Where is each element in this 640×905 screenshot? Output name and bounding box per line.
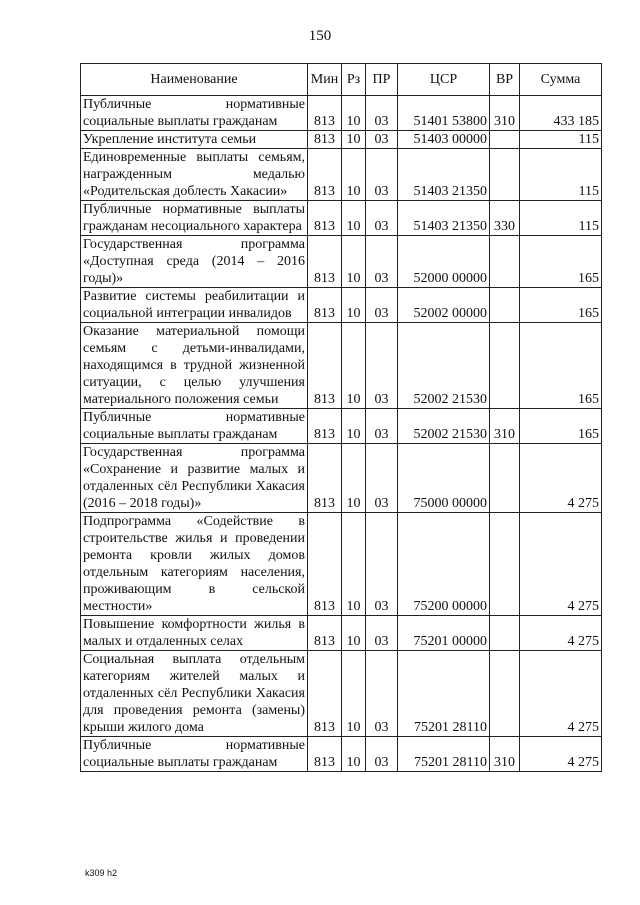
cell-csr: 75201 28110 bbox=[398, 737, 490, 772]
cell-vr bbox=[490, 444, 520, 513]
cell-sum: 165 bbox=[520, 409, 602, 444]
table-row bbox=[81, 409, 602, 444]
cell-min: 813 bbox=[308, 236, 342, 288]
cell-pr: 03 bbox=[366, 201, 398, 236]
cell-min: 813 bbox=[308, 616, 342, 651]
cell-pr: 03 bbox=[366, 236, 398, 288]
cell-pr: 03 bbox=[366, 444, 398, 513]
cell-csr: 52000 00000 bbox=[398, 236, 490, 288]
cell-csr: 52002 21530 bbox=[398, 323, 490, 409]
cell-rz: 10 bbox=[342, 616, 366, 651]
table-header-row bbox=[81, 64, 602, 96]
table-row bbox=[81, 236, 602, 288]
cell-pr: 03 bbox=[366, 513, 398, 616]
cell-rz: 10 bbox=[342, 288, 366, 323]
cell-min: 813 bbox=[308, 96, 342, 131]
cell-min: 813 bbox=[308, 323, 342, 409]
cell-csr: 51403 21350 bbox=[398, 201, 490, 236]
cell-rz: 10 bbox=[342, 236, 366, 288]
cell-name: Повышение комфортности жилья в малых и отдаленных селах bbox=[81, 616, 308, 651]
cell-name: Укрепление института семьи bbox=[81, 131, 308, 149]
table-row bbox=[81, 651, 602, 737]
cell-rz: 10 bbox=[342, 737, 366, 772]
cell-vr bbox=[490, 131, 520, 149]
page-number: 150 bbox=[308, 28, 332, 44]
cell-pr: 03 bbox=[366, 737, 398, 772]
cell-vr bbox=[490, 236, 520, 288]
cell-csr: 75201 28110 bbox=[398, 651, 490, 737]
cell-vr: 310 bbox=[490, 409, 520, 444]
cell-pr: 03 bbox=[366, 288, 398, 323]
cell-csr: 75000 00000 bbox=[398, 444, 490, 513]
cell-csr: 52002 21530 bbox=[398, 409, 490, 444]
cell-min: 813 bbox=[308, 444, 342, 513]
cell-csr: 51401 53800 bbox=[398, 96, 490, 131]
cell-sum: 433 185 bbox=[520, 96, 602, 131]
cell-sum: 4 275 bbox=[520, 616, 602, 651]
column-header-vr: ВР bbox=[490, 64, 520, 96]
table-row bbox=[81, 131, 602, 149]
cell-pr: 03 bbox=[366, 131, 398, 149]
cell-min: 813 bbox=[308, 737, 342, 772]
cell-min: 813 bbox=[308, 288, 342, 323]
cell-vr bbox=[490, 513, 520, 616]
cell-sum: 4 275 bbox=[520, 444, 602, 513]
table-row bbox=[81, 323, 602, 409]
cell-sum: 4 275 bbox=[520, 513, 602, 616]
cell-name: Социальная выплата отдельным категориям жителей малых и отдаленных сёл Республики Хакасия для проведения ремонта (замены) крыши жилого дома bbox=[81, 651, 308, 737]
cell-sum: 115 bbox=[520, 149, 602, 201]
column-header-min: Мин bbox=[308, 64, 342, 96]
column-header-csr: ЦСР bbox=[398, 64, 490, 96]
cell-sum: 115 bbox=[520, 131, 602, 149]
cell-vr bbox=[490, 651, 520, 737]
cell-sum: 4 275 bbox=[520, 651, 602, 737]
cell-rz: 10 bbox=[342, 409, 366, 444]
cell-vr bbox=[490, 288, 520, 323]
column-header-pr: ПР bbox=[366, 64, 398, 96]
cell-csr: 75201 00000 bbox=[398, 616, 490, 651]
cell-name: Публичные нормативные социальные выплаты гражданам bbox=[81, 737, 308, 772]
cell-csr: 52002 00000 bbox=[398, 288, 490, 323]
table-row bbox=[81, 96, 602, 131]
cell-name: Единовременные выплаты семьям, награжденным медалью «Родительская доблесть Хакасии» bbox=[81, 149, 308, 201]
cell-csr: 75200 00000 bbox=[398, 513, 490, 616]
cell-csr: 51403 21350 bbox=[398, 149, 490, 201]
cell-sum: 4 275 bbox=[520, 737, 602, 772]
table-row bbox=[81, 201, 602, 236]
cell-min: 813 bbox=[308, 513, 342, 616]
cell-sum: 165 bbox=[520, 288, 602, 323]
column-header-name: Наименование bbox=[81, 64, 308, 96]
cell-sum: 165 bbox=[520, 236, 602, 288]
cell-name: Публичные нормативные социальные выплаты гражданам bbox=[81, 409, 308, 444]
cell-csr: 51403 00000 bbox=[398, 131, 490, 149]
cell-min: 813 bbox=[308, 651, 342, 737]
cell-pr: 03 bbox=[366, 96, 398, 131]
cell-rz: 10 bbox=[342, 131, 366, 149]
cell-sum: 165 bbox=[520, 323, 602, 409]
cell-rz: 10 bbox=[342, 513, 366, 616]
cell-name: Государственная программа «Доступная среда (2014 – 2016 годы)» bbox=[81, 236, 308, 288]
column-header-rz: Рз bbox=[342, 64, 366, 96]
cell-pr: 03 bbox=[366, 149, 398, 201]
cell-vr bbox=[490, 323, 520, 409]
table-row bbox=[81, 149, 602, 201]
cell-name: Публичные нормативные социальные выплаты гражданам bbox=[81, 96, 308, 131]
column-header-sum: Сумма bbox=[520, 64, 602, 96]
table-row bbox=[81, 737, 602, 772]
cell-name: Подпрограмма «Содействие в строительстве жилья и проведении ремонта кровли жилых домов отдельным категориям населения, проживающим в сельской местности» bbox=[81, 513, 308, 616]
cell-vr: 310 bbox=[490, 737, 520, 772]
table-row bbox=[81, 288, 602, 323]
table-row bbox=[81, 513, 602, 616]
cell-name: Оказание материальной помощи семьям с детьми-инвалидами, находящимся в трудной жизненной ситуации, с целью улучшения материального положения семьи bbox=[81, 323, 308, 409]
cell-name: Публичные нормативные выплаты гражданам несоциального характера bbox=[81, 201, 308, 236]
cell-min: 813 bbox=[308, 201, 342, 236]
cell-vr: 330 bbox=[490, 201, 520, 236]
cell-rz: 10 bbox=[342, 149, 366, 201]
budget-table bbox=[80, 63, 602, 772]
cell-vr bbox=[490, 149, 520, 201]
cell-min: 813 bbox=[308, 409, 342, 444]
cell-rz: 10 bbox=[342, 201, 366, 236]
cell-min: 813 bbox=[308, 149, 342, 201]
cell-min: 813 bbox=[308, 131, 342, 149]
table-row bbox=[81, 444, 602, 513]
cell-pr: 03 bbox=[366, 409, 398, 444]
cell-sum: 115 bbox=[520, 201, 602, 236]
cell-pr: 03 bbox=[366, 651, 398, 737]
cell-rz: 10 bbox=[342, 96, 366, 131]
table-row bbox=[81, 616, 602, 651]
footer-code: k309 h2 bbox=[85, 868, 118, 878]
cell-name: Развитие системы реабилитации и социальной интеграции инвалидов bbox=[81, 288, 308, 323]
cell-vr: 310 bbox=[490, 96, 520, 131]
cell-name: Государственная программа «Сохранение и развитие малых и отдаленных сёл Республики Хакасия (2016 – 2018 годы)» bbox=[81, 444, 308, 513]
cell-pr: 03 bbox=[366, 616, 398, 651]
cell-rz: 10 bbox=[342, 651, 366, 737]
cell-pr: 03 bbox=[366, 323, 398, 409]
cell-rz: 10 bbox=[342, 323, 366, 409]
cell-rz: 10 bbox=[342, 444, 366, 513]
cell-vr bbox=[490, 616, 520, 651]
